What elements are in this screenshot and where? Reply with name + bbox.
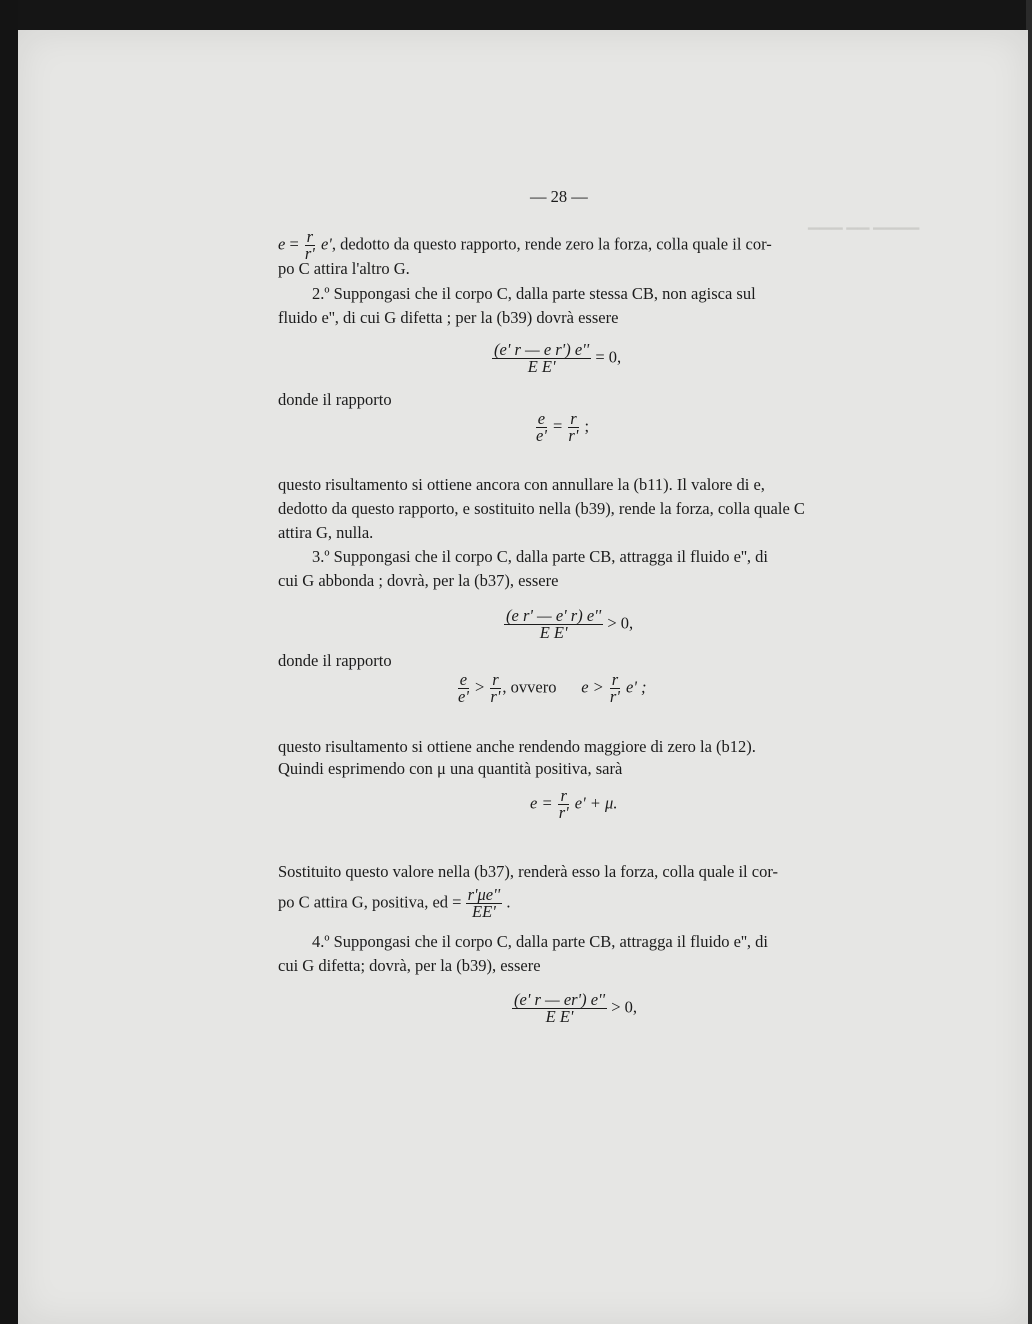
text-line-1: e = $\frac{r}{r'}$ e', dedotto da questo rapporto, rende zero la forza, colla quale il cor-	[278, 227, 772, 263]
text-line-3: 2.º Suppongasi che il corpo C, dalla parte stessa CB, non agisca sul	[312, 284, 756, 303]
text-line-10: cui G abbonda ; dovrà, per la (b37), essere	[278, 571, 559, 590]
text-line-6: questo risultamento si ottiene ancora con annullare la (b11). Il valore di e,	[278, 475, 765, 494]
text-line-7: dedotto da questo rapporto, e sostituito nella (b39), rende la forza, colla quale C	[278, 499, 805, 518]
equation-2: $\frac{e}{e'}$ = $\frac{r}{r'}$ ;	[536, 409, 590, 445]
scan-top-border	[0, 0, 1032, 30]
equation-6: $\frac{(e' r — er') e''}{\text{E E'}}$ > 0,	[514, 990, 638, 1026]
equation-5: e = $\frac{r}{r'}$ e' + μ.	[530, 786, 618, 822]
text-line-12: questo risultamento si ottiene anche rendendo maggiore di zero la (b12).	[278, 737, 756, 756]
equation-3: $\frac{\text{(e r' — e' r) e''}}{\text{E E'}}$ > 0,	[506, 606, 634, 642]
bleed-through-text: ▁▁▁ ▁▁ ▁▁▁▁	[808, 214, 920, 230]
text-line-17: cui G difetta; dovrà, per la (b39), essere	[278, 956, 541, 975]
text-line-5: donde il rapporto	[278, 390, 392, 409]
text-line-4: fluido e'', di cui G difetta ; per la (b39) dovrà essere	[278, 308, 619, 327]
book-page	[18, 30, 1028, 1324]
page-number: — 28 —	[530, 187, 588, 206]
text-line-11: donde il rapporto	[278, 651, 392, 670]
fraction: $\frac{r}{r'}$	[304, 227, 315, 263]
scan-left-border	[0, 0, 18, 1324]
text-line-15: po C attira G, positiva, ed = $\frac{r'\mu e''}{EE'}$ .	[278, 885, 511, 921]
text-line-8: attira G, nulla.	[278, 523, 374, 542]
equation-1: $\frac{\text{(e' r — e r') e''}}{\text{E E'}}$ = 0,	[494, 340, 622, 376]
text-line-2: po C attira l'altro G.	[278, 259, 410, 278]
text-line-13: Quindi esprimendo con μ una quantità positiva, sarà	[278, 759, 623, 778]
text-line-9: 3.º Suppongasi che il corpo C, dalla parte CB, attragga il fluido e'', di	[312, 547, 769, 566]
equation-4: $\frac{e}{e'}$ > $\frac{r}{r'}$ , ovvero e > $\frac{r}{r'}$ e' ;	[458, 670, 647, 706]
text-line-14: Sostituito questo valore nella (b37), renderà esso la forza, colla quale il cor-	[278, 862, 778, 881]
text-line-16: 4.º Suppongasi che il corpo C, dalla parte CB, attragga il fluido e'', di	[312, 932, 769, 951]
